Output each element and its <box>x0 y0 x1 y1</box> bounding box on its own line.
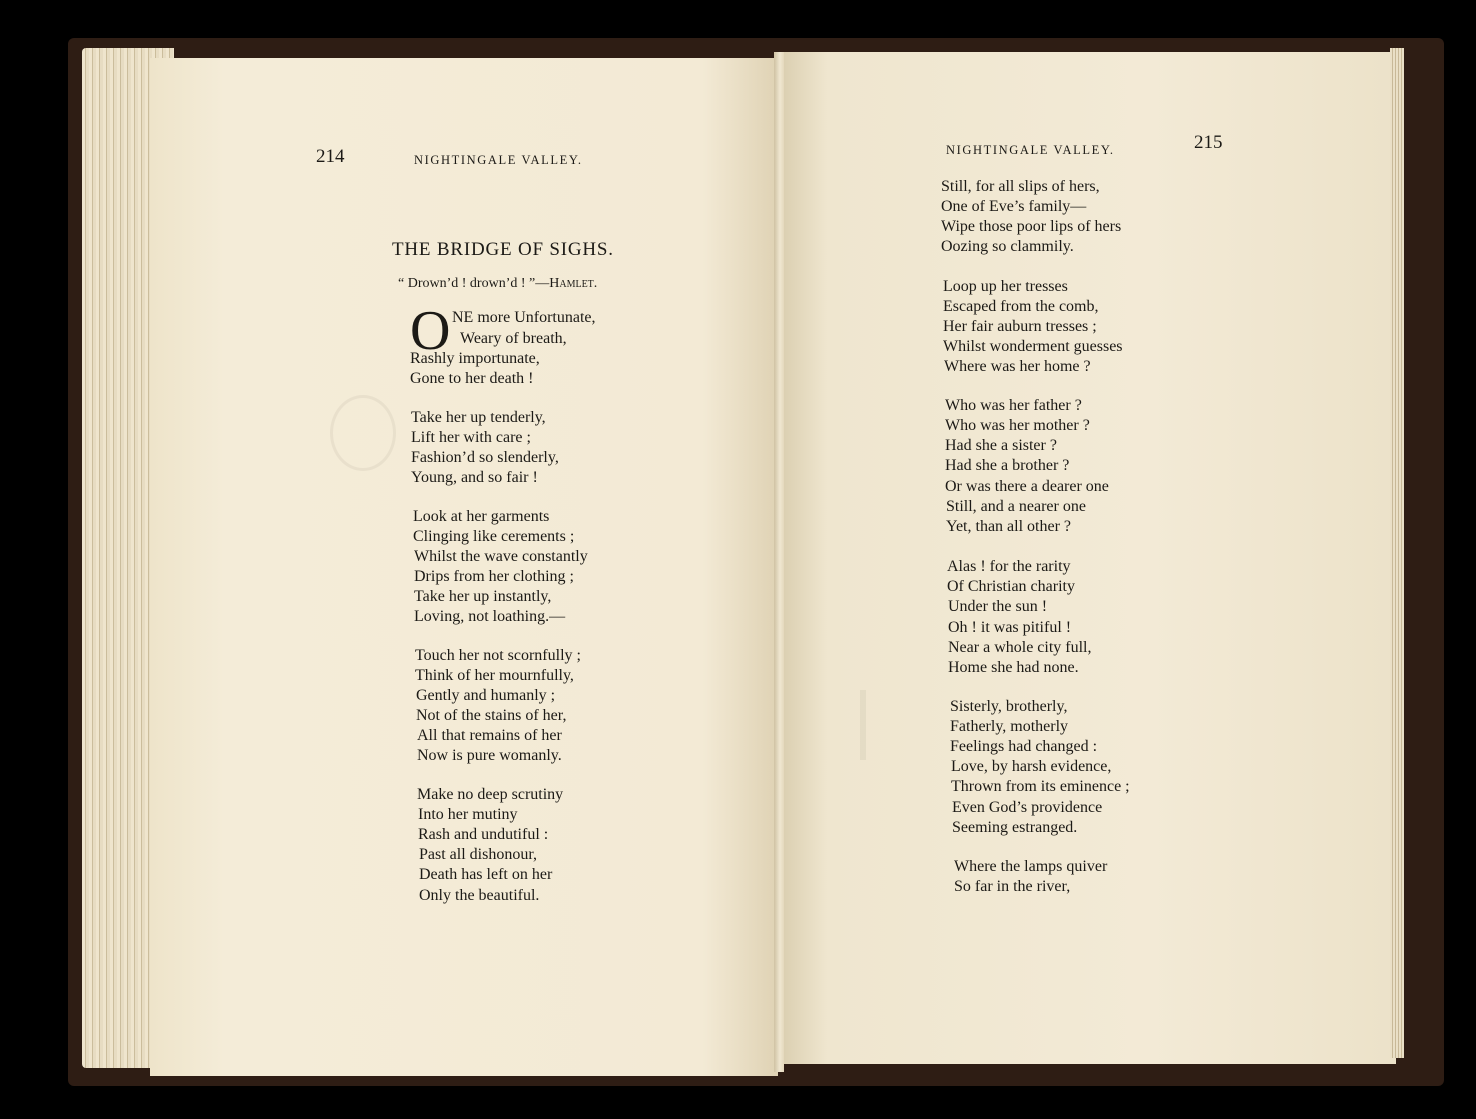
poem-line: Home she had none. <box>948 659 1079 676</box>
epigraph-source: Hamlet. <box>549 276 598 291</box>
poem-line: Who was her father ? <box>945 397 1082 414</box>
drop-cap: O <box>410 300 451 362</box>
poem-line: Oozing so clammily. <box>941 238 1074 255</box>
poem-line: Past all dishonour, <box>419 846 538 863</box>
epigraph <box>398 274 597 294</box>
poem-line: Only the beautiful. <box>419 887 540 904</box>
poem-line: Whilst the wave constantly <box>414 548 588 565</box>
poem-line: Think of her mournfully, <box>415 667 574 684</box>
poem-line: Oh ! it was pitiful ! <box>948 619 1072 636</box>
poem-line: Love, by harsh evidence, <box>951 758 1112 775</box>
page-number: 214 <box>316 146 345 167</box>
page-number: 215 <box>1194 132 1223 153</box>
poem-line: Had she a brother ? <box>945 457 1070 474</box>
poem-line: Now is pure womanly. <box>417 747 562 764</box>
poem-line: Yet, than all other ? <box>946 518 1072 535</box>
poem-line: Fashion’d so slenderly, <box>411 449 559 466</box>
running-head: NIGHTINGALE VALLEY. <box>414 153 583 167</box>
page-edges-right <box>1390 48 1404 1058</box>
poem-line: Loop up her tresses <box>943 278 1068 295</box>
poem-line: Had she a sister ? <box>945 437 1057 454</box>
poem-line: Look at her garments <box>413 508 550 525</box>
poem-line: Of Christian charity <box>947 578 1075 595</box>
poem-line: So far in the river, <box>954 878 1071 895</box>
poem-line: Take her up instantly, <box>414 588 552 605</box>
poem-line: Seeming estranged. <box>952 819 1078 836</box>
right-page <box>778 52 1396 1064</box>
poem-title: THE BRIDGE OF SIGHS. <box>392 239 614 260</box>
book-gutter <box>774 52 784 1072</box>
poem-line: NE more Unfortunate, <box>452 309 596 326</box>
poem-line: Fatherly, motherly <box>950 718 1069 735</box>
poem-line: Wipe those poor lips of hers <box>941 218 1122 235</box>
poem-line: Who was her mother ? <box>945 417 1090 434</box>
poem-line: Where was her home ? <box>944 358 1091 375</box>
poem-line: Whilst wonderment guesses <box>943 338 1123 355</box>
poem-line: Loving, not loathing.— <box>414 608 566 625</box>
poem-line: Thrown from its eminence ; <box>951 778 1130 795</box>
poem-line: Rashly importunate, <box>410 350 540 367</box>
poem-line: Under the sun ! <box>948 598 1048 615</box>
poem-line: Touch her not scornfully ; <box>415 647 581 664</box>
bleed-through-mark <box>860 690 888 760</box>
poem-line: One of Eve’s family— <box>941 198 1087 215</box>
poem-line: Young, and so fair ! <box>411 469 538 486</box>
bleed-through-mark <box>330 395 396 471</box>
running-head: NIGHTINGALE VALLEY. <box>946 143 1115 157</box>
poem-line: Rash and undutiful : <box>418 826 549 843</box>
poem-line: Alas ! for the rarity <box>947 558 1071 575</box>
poem-line: Escaped from the comb, <box>943 298 1099 315</box>
poem-line: Even God’s providence <box>952 799 1103 816</box>
poem-line: Gone to her death ! <box>410 370 534 387</box>
poem-line: Or was there a dearer one <box>945 478 1109 495</box>
poem-line: Still, for all slips of hers, <box>941 178 1100 195</box>
poem-line: Take her up tenderly, <box>411 409 546 426</box>
poem-line: Not of the stains of her, <box>416 707 567 724</box>
poem-line: Her fair auburn tresses ; <box>943 318 1097 335</box>
poem-line: Into her mutiny <box>418 806 518 823</box>
poem-line: Gently and humanly ; <box>416 687 556 704</box>
poem-line: Drips from her clothing ; <box>414 568 574 585</box>
poem-line: Near a whole city full, <box>948 639 1092 656</box>
poem-line: Sisterly, brotherly, <box>950 698 1068 715</box>
epigraph-quote: “ Drown’d ! drown’d ! ”— <box>398 276 550 291</box>
poem-line: All that remains of her <box>417 727 562 744</box>
poem-line: Still, and a nearer one <box>946 498 1086 515</box>
poem-line: Death has left on her <box>419 866 553 883</box>
poem-line: Clinging like cerements ; <box>413 528 575 545</box>
poem-line: Make no deep scrutiny <box>417 786 564 803</box>
poem-line: Lift her with care ; <box>411 429 531 446</box>
poem-line: Where the lamps quiver <box>954 858 1108 875</box>
poem-line: Weary of breath, <box>460 330 567 347</box>
poem-line: Feelings had changed : <box>950 738 1098 755</box>
